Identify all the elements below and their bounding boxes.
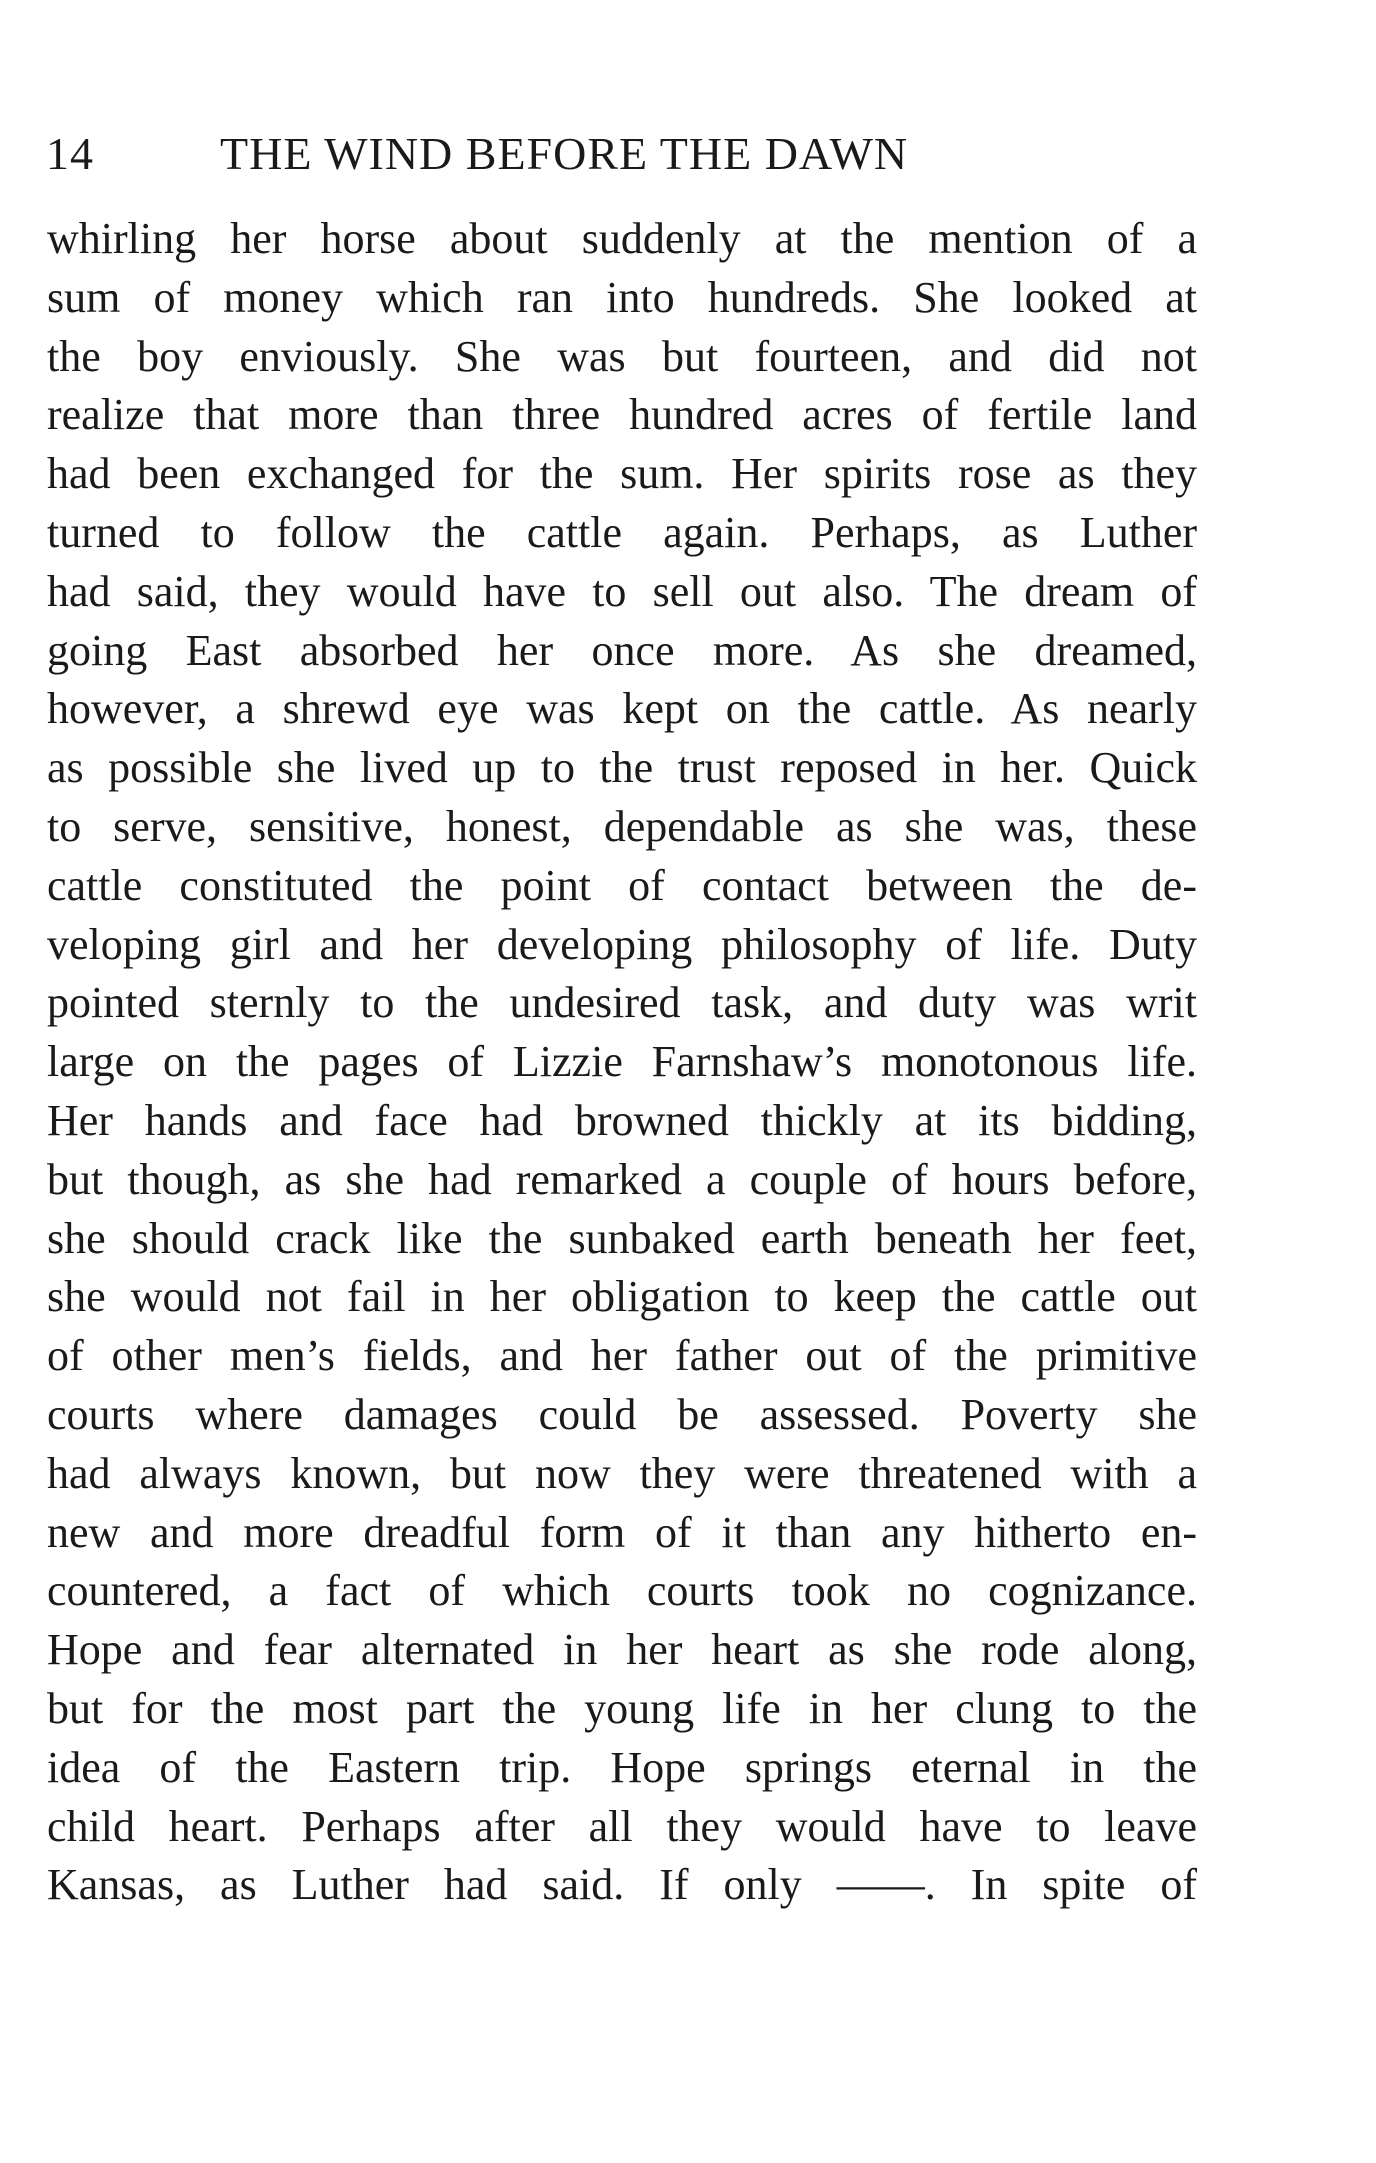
text-line: cattle constituted the point of contact between the de- — [47, 860, 1197, 910]
text-line: Her hands and face had browned thickly at its bidding, — [47, 1095, 1197, 1145]
text-line: she should crack like the sunbaked earth beneath her feet, — [47, 1213, 1197, 1263]
text-line: Kansas, as Luther had said. If only ——. In spite of — [47, 1860, 1197, 1910]
text-line: but for the most part the young life in her clung to the — [47, 1683, 1197, 1733]
text-line: countered, a fact of which courts took no cognizance. — [47, 1566, 1197, 1616]
text-line: had been exchanged for the sum. Her spirits rose as they — [47, 449, 1197, 499]
text-line: new and more dreadful form of it than any hitherto en- — [47, 1507, 1197, 1557]
text-line: turned to follow the cattle again. Perhaps, as Luther — [47, 507, 1197, 557]
text-line: of other men’s fields, and her father out of the primitive — [47, 1331, 1197, 1381]
text-line: child heart. Perhaps after all they would have to leave — [47, 1801, 1197, 1851]
page-number: 14 — [46, 128, 94, 179]
text-line: courts where damages could be assessed. Poverty she — [47, 1389, 1197, 1439]
text-line: however, a shrewd eye was kept on the cattle. As nearly — [47, 684, 1197, 734]
text-line: sum of money which ran into hundreds. She looked at — [47, 272, 1197, 322]
text-line: Hope and fear alternated in her heart as she rode along, — [47, 1625, 1197, 1675]
text-line: the boy enviously. She was but fourteen, and did not — [47, 331, 1197, 381]
text-line: had said, they would have to sell out also. The dream of — [47, 566, 1197, 616]
running-title: THE WIND BEFORE THE DAWN — [220, 128, 909, 179]
running-head — [46, 124, 1196, 184]
text-line: but though, as she had remarked a couple of hours before, — [47, 1154, 1197, 1204]
text-line: as possible she lived up to the trust reposed in her. Quick — [47, 743, 1197, 793]
text-line: going East absorbed her once more. As she dreamed, — [47, 625, 1197, 675]
text-line: realize that more than three hundred acres of fertile land — [47, 390, 1197, 440]
body-text — [47, 210, 1197, 1915]
text-line: whirling her horse about suddenly at the mention of a — [47, 214, 1197, 263]
text-line: large on the pages of Lizzie Farnshaw’s monotonous life. — [47, 1037, 1197, 1087]
text-line: she would not fail in her obligation to keep the cattle out — [47, 1272, 1197, 1322]
text-line: idea of the Eastern trip. Hope springs eternal in the — [47, 1742, 1197, 1792]
text-line: to serve, sensitive, honest, dependable as she was, these — [47, 801, 1197, 851]
text-line: had always known, but now they were threatened with a — [47, 1448, 1197, 1498]
text-line: pointed sternly to the undesired task, and duty was writ — [47, 978, 1197, 1028]
text-line: veloping girl and her developing philosophy of life. Duty — [47, 919, 1197, 969]
